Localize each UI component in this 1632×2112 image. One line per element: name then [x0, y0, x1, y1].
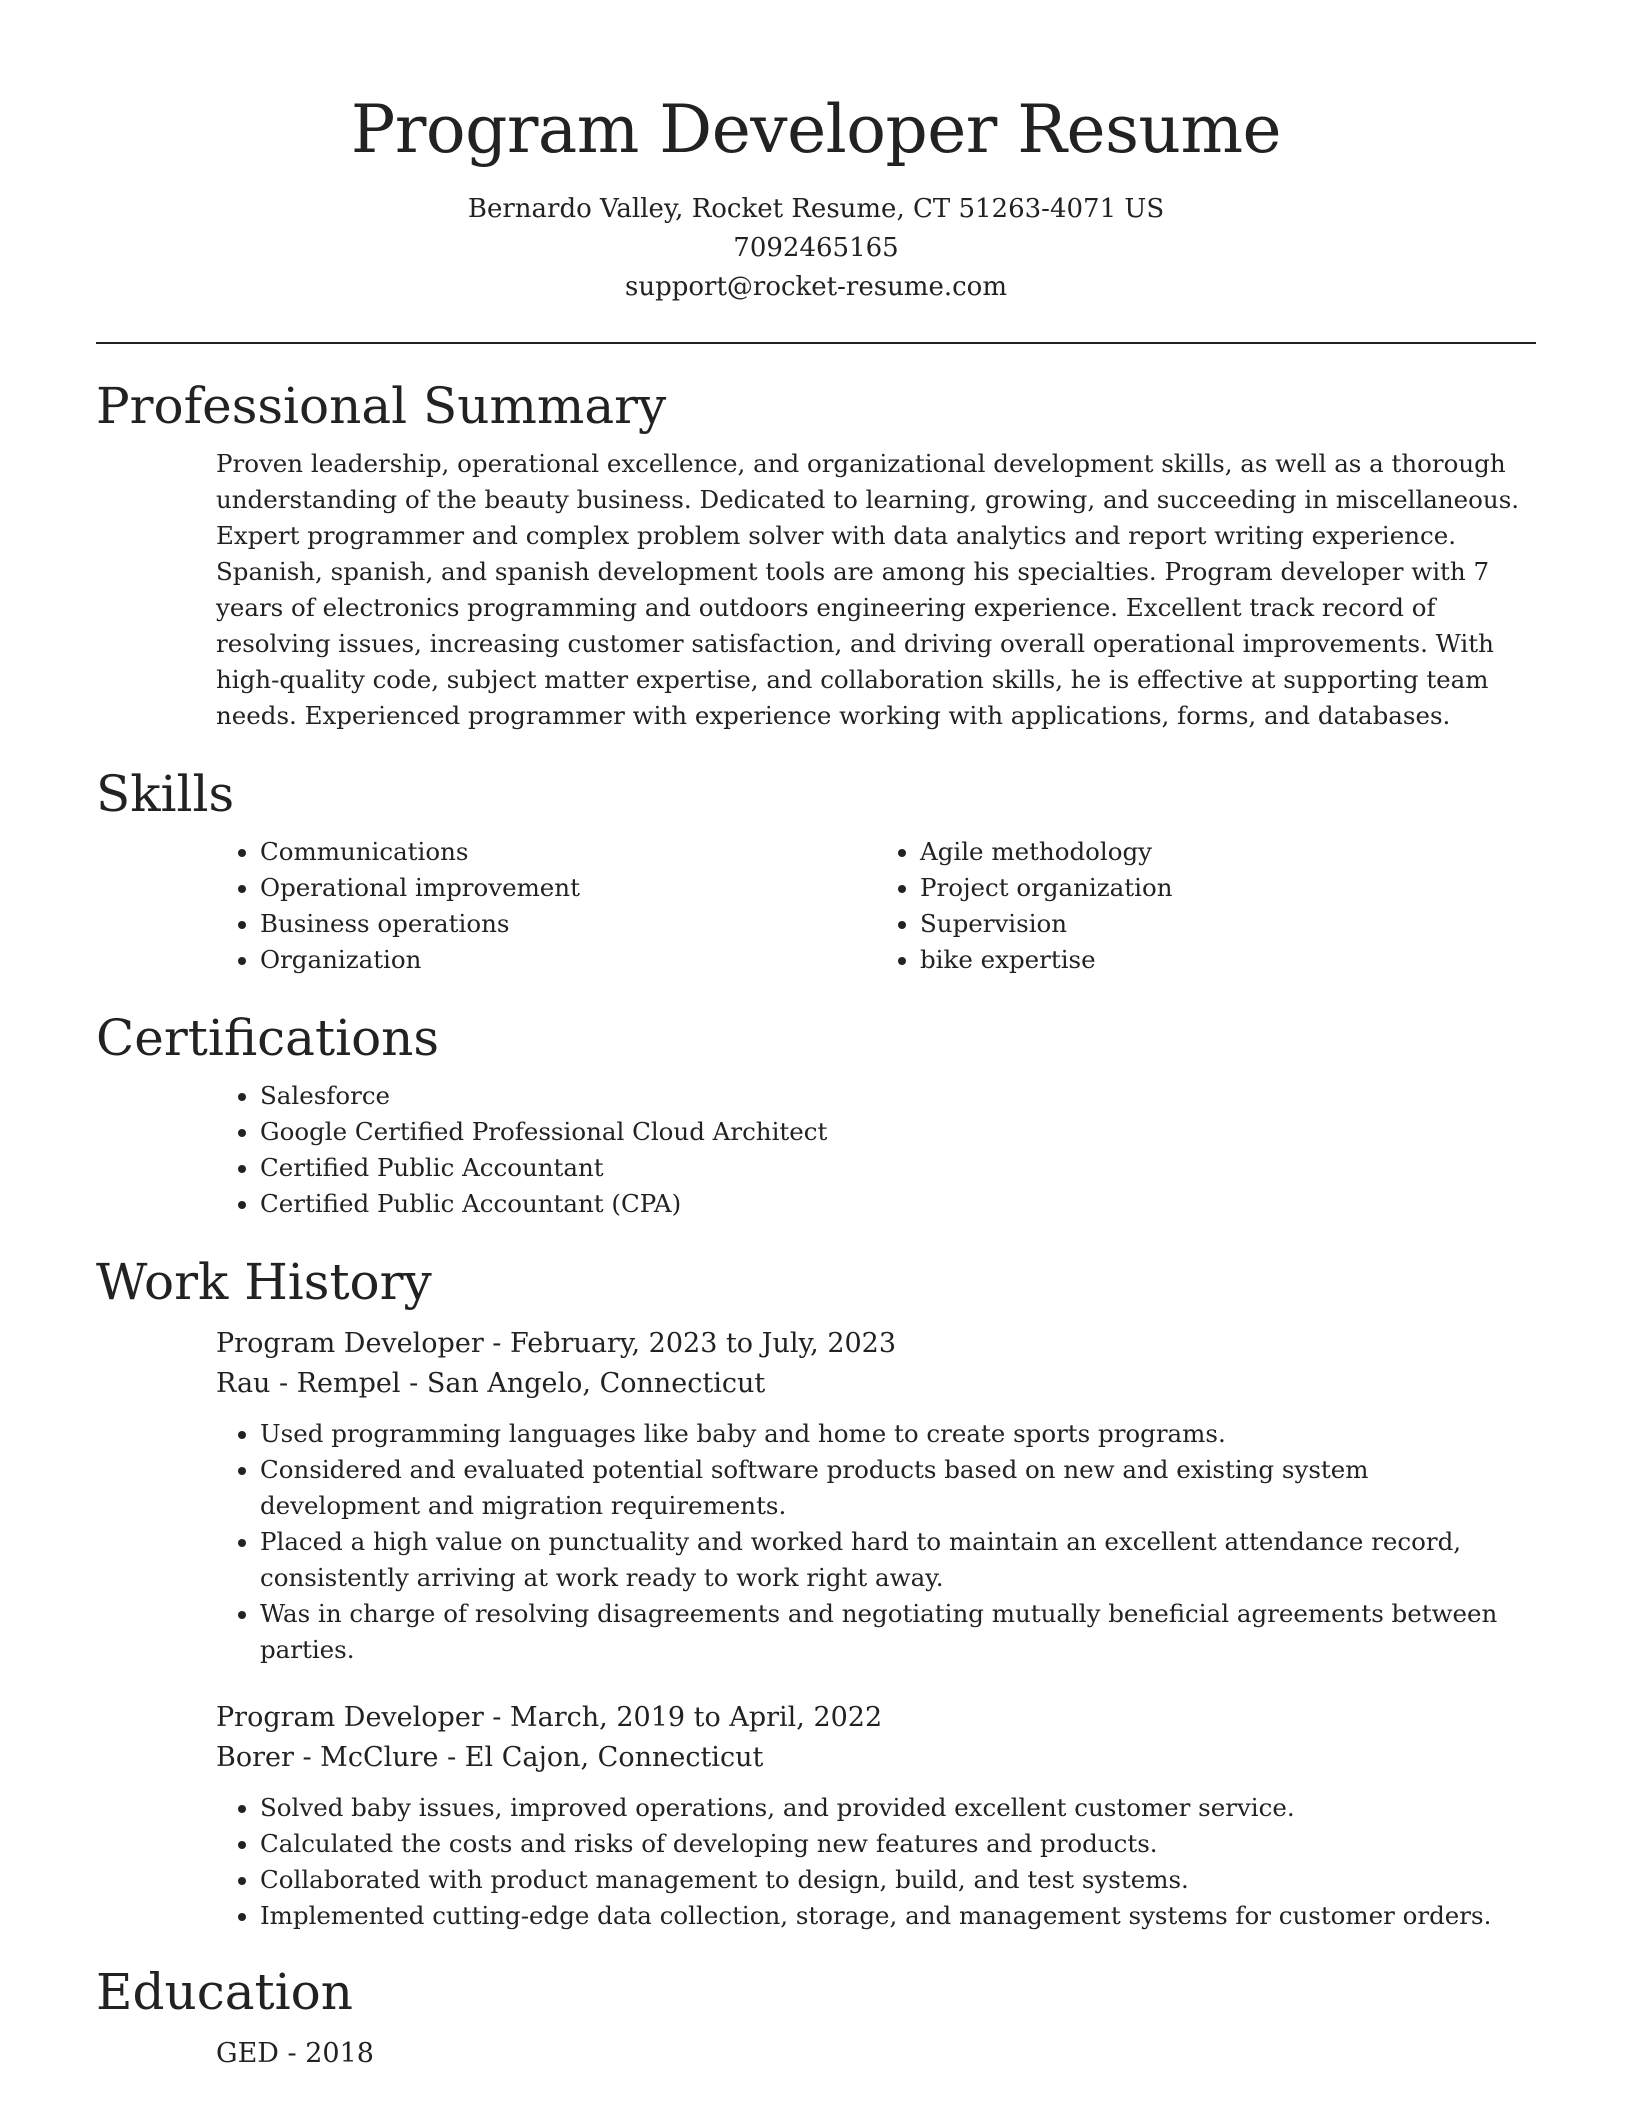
summary-heading: Professional Summary [96, 377, 667, 435]
job-company-line: Rau - Rempel - San Angelo, Connecticut [216, 1368, 766, 1399]
contact-block [96, 190, 1536, 307]
resume-header [96, 0, 1536, 307]
job-entry [216, 1324, 1536, 1668]
work-history-section [96, 1222, 1536, 1934]
job-bullet: • Collaborated with product management to design, build, and test systems. [260, 1862, 1536, 1898]
job-bullet: • Solved baby issues, improved operations, and provided excellent customer service. [260, 1790, 1536, 1826]
job-bullets [216, 1416, 1536, 1668]
education-entry: GED - 2018 [216, 2038, 374, 2069]
skills-list-right [876, 834, 1536, 978]
certifications-list-wrapper [216, 1078, 1536, 1222]
job-bullet: • Placed a high value on punctuality and worked hard to maintain an excellent attendance record, consistently arriving at work ready to work right away. [260, 1524, 1536, 1596]
skill-item: • Supervision [920, 906, 1536, 942]
skill-item: • Operational improvement [260, 870, 876, 906]
job-title-line: Program Developer - March, 2019 to April, 2022 [216, 1702, 883, 1733]
skill-item: • Communications [260, 834, 876, 870]
phone: 7092465165 [733, 233, 899, 263]
email: support@rocket-resume.com [624, 272, 1007, 302]
skill-item: • Organization [260, 942, 876, 978]
skills-section [96, 734, 1536, 978]
skill-item: • Agile methodology [920, 834, 1536, 870]
summary-section [96, 344, 1536, 734]
certifications-heading: Certifications [96, 1009, 440, 1067]
job-bullet: • Was in charge of resolving disagreements and negotiating mutually beneficial agreements between parties. [260, 1596, 1536, 1668]
job-bullet: • Calculated the costs and risks of developing new features and products. [260, 1826, 1536, 1862]
certification-item: • Salesforce [260, 1078, 1536, 1114]
address: Bernardo Valley, Rocket Resume, CT 51263-4071 US [467, 194, 1165, 224]
skills-heading: Skills [96, 765, 235, 823]
job-bullet: • Considered and evaluated potential software products based on new and existing system development and migration requirements. [260, 1452, 1536, 1524]
education-heading: Education [96, 1963, 353, 2021]
certifications-section [96, 978, 1536, 1222]
job-entry [216, 1698, 1536, 1934]
job-title-line: Program Developer - February, 2023 to July, 2023 [216, 1328, 897, 1359]
job-bullet: • Implemented cutting-edge data collection, storage, and management systems for customer orders. [260, 1898, 1536, 1934]
skills-list-left [216, 834, 876, 978]
skills-columns [216, 834, 1536, 978]
job-bullets [216, 1790, 1536, 1934]
job-bullet: • Used programming languages like baby and home to create sports programs. [260, 1416, 1536, 1452]
certifications-list [216, 1078, 1536, 1222]
work-history-heading: Work History [96, 1253, 432, 1311]
summary-text: Proven leadership, operational excellence, and organizational development skills, as well as a thorough understanding of the beauty business. Dedicated to learning, growing, and succeeding in miscellaneous. Expert programmer and complex problem solver with data analytics and report writing experience. Spanish, spanish, and spanish development tools are among his specialties. Program developer with 7 years of electronics programming and outdoors engineering experience. Excellent track record of resolving issues, increasing customer satisfaction, and driving overall operational improvements. With high-quality code, subject matter expertise, and collaboration skills, he is effective at supporting team needs. Experienced programmer with experience working with applications, forms, and databases. [216, 449, 1520, 730]
resume-title: Program Developer Resume [350, 91, 1282, 168]
certification-item: • Certified Public Accountant (CPA) [260, 1186, 1536, 1222]
skill-item: • Project organization [920, 870, 1536, 906]
education-section [96, 1934, 1536, 2074]
certification-item: • Google Certified Professional Cloud Architect [260, 1114, 1536, 1150]
skill-item: • bike expertise [920, 942, 1536, 978]
job-company-line: Borer - McClure - El Cajon, Connecticut [216, 1742, 764, 1773]
certification-item: • Certified Public Accountant [260, 1150, 1536, 1186]
skill-item: • Business operations [260, 906, 876, 942]
